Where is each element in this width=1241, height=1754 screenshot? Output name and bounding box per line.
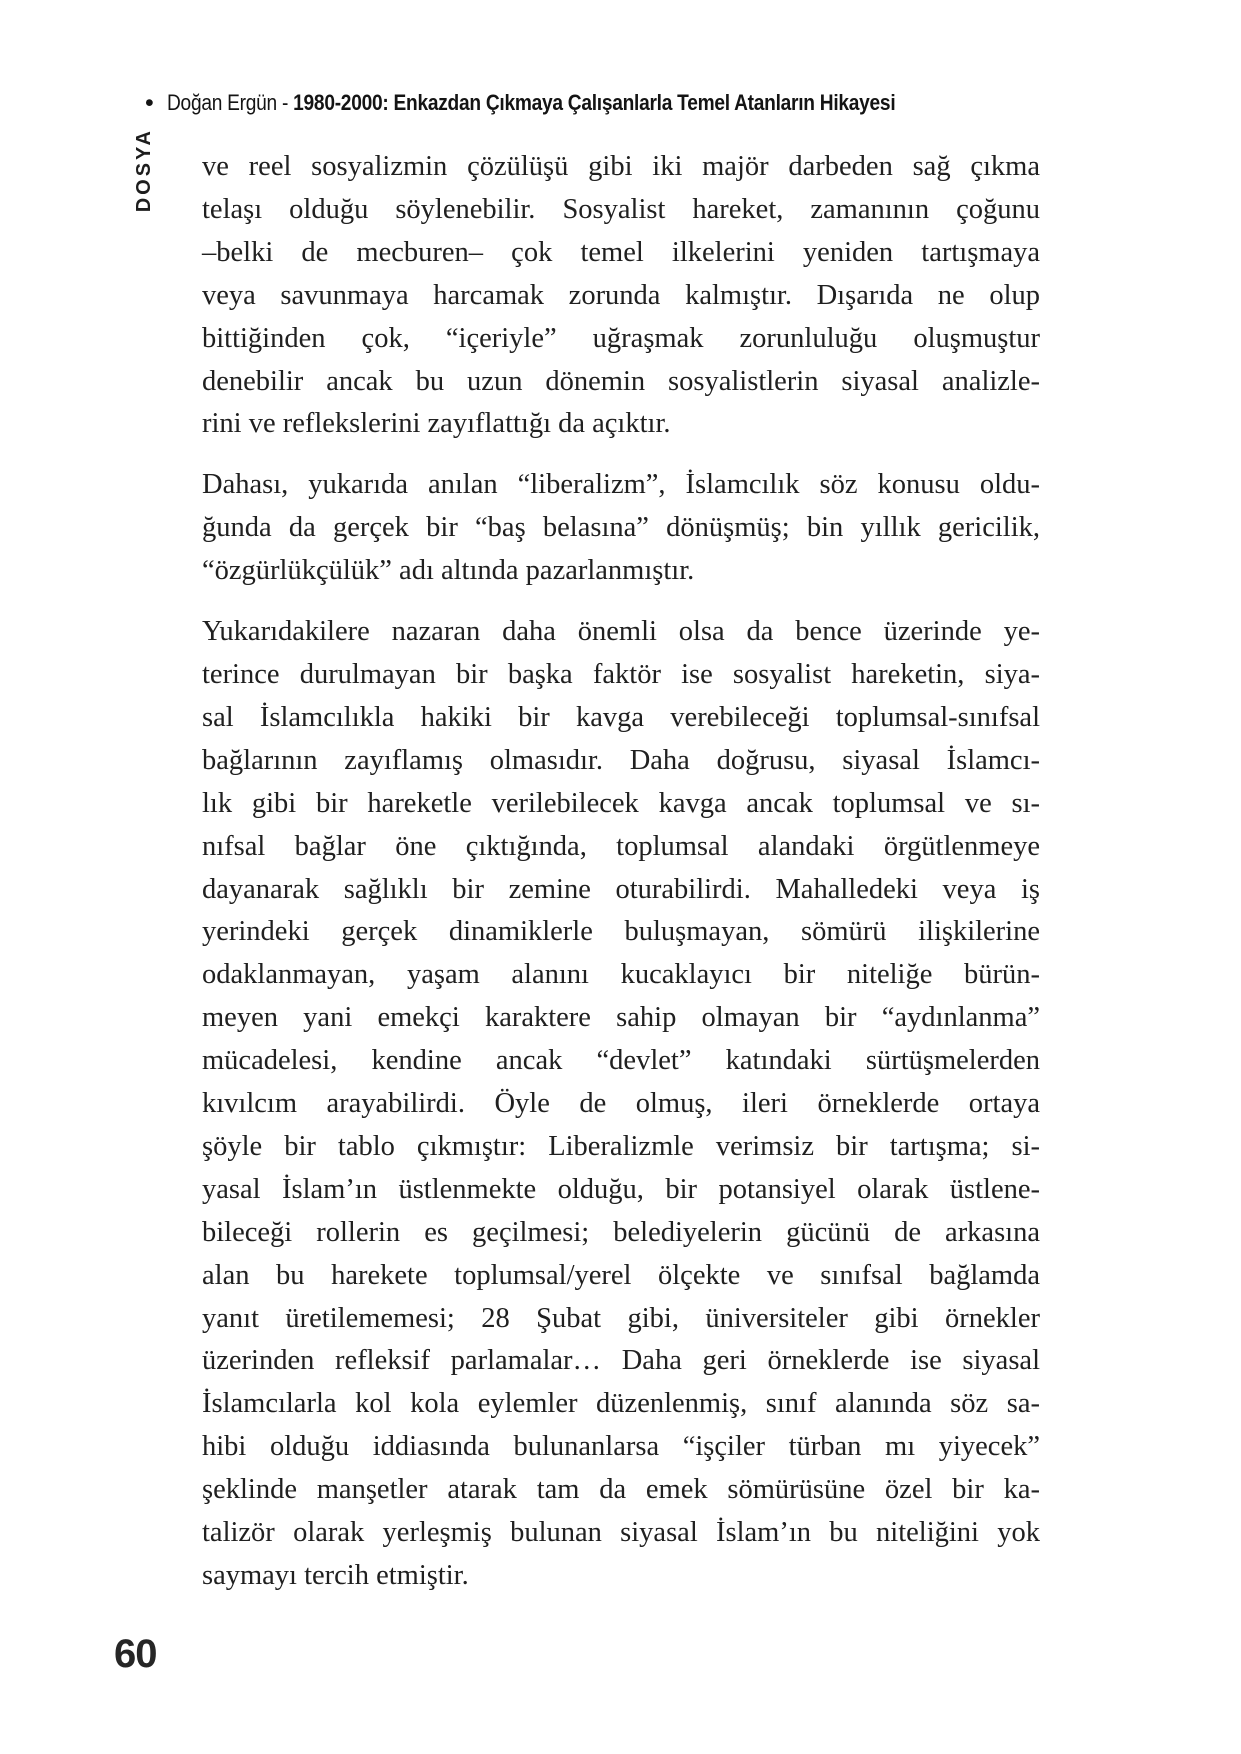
text-line: yanıt üretilememesi; 28 Şubat gibi, üniversiteler gibi örnekler [202, 1302, 1040, 1334]
text-line: “özgürlükçülük” adı altında pazarlanmıştır. [202, 555, 695, 587]
page-header [145, 90, 1004, 116]
header-separator: - [276, 90, 293, 115]
text-line: nıfsal bağlar öne çıktığında, toplumsal alandaki örgütlenmeye [202, 830, 1040, 862]
text-line: dayanarak sağlıklı bir zemine oturabilirdi. Mahalledeki veya iş [202, 873, 1040, 905]
sidebar-label-dosya: DOSYA [133, 128, 155, 213]
text-line: bileceği rollerin es geçilmesi; belediyelerin gücünü de arkasına [202, 1216, 1040, 1248]
text-line: saymayı tercih etmiştir. [202, 1560, 469, 1591]
text-line: alan bu harekete toplumsal/yerel ölçekte ve sınıfsal bağlamda [202, 1259, 1040, 1291]
text-line: rini ve reflekslerini zayıflattığı da açıktır. [202, 408, 671, 440]
header-author: Doğan Ergün [166, 90, 277, 115]
header-title: 1980-2000: Enkazdan Çıkmaya Çalışanlarla Temel Atanların Hikayesi [292, 90, 896, 115]
text-line: terince durulmayan bir başka faktör ise sosyalist hareketin, siya- [202, 658, 1040, 690]
text-line: lık gibi bir hareketle verilebilecek kavga ancak toplumsal ve sı- [202, 787, 1040, 819]
text-line: ğunda da gerçek bir “baş belasına” dönüşmüş; bin yıllık gericilik, [202, 512, 1040, 544]
text-line: üzerinden refleksif parlamalar… Daha geri örneklerde ise siyasal [202, 1345, 1040, 1377]
text-line: denebilir ancak bu uzun dönemin sosyalistlerin siyasal analizle- [202, 365, 1040, 397]
text-line: hibi olduğu iddiasında bulunanlarsa “işçiler türban mı yiyecek” [202, 1431, 1040, 1463]
text-line: İslamcılarla kol kola eylemler düzenlenmiş, sınıf alanında söz sa- [202, 1388, 1040, 1420]
text-line: odaklanmayan, yaşam alanını kucaklayıcı bir niteliğe bürün- [202, 959, 1040, 991]
text-line: Dahası, yukarıda anılan “liberalizm”, İslamcılık söz konusu oldu- [202, 469, 1040, 501]
text-line: bağlarının zayıflamış olmasıdır. Daha doğrusu, siyasal İslamcı- [202, 744, 1040, 776]
text-line: bittiğinden çok, “içeriyle” uğraşmak zorunluluğu oluşmuştur [202, 322, 1040, 354]
bullet-icon: • [145, 88, 154, 117]
paragraph [202, 146, 1040, 446]
text-line: telaşı olduğu söylenebilir. Sosyalist hareket, zamanının çoğunu [202, 193, 1040, 225]
text-line: yerindeki gerçek dinamiklerle buluşmayan, sömürü ilişkilerine [202, 916, 1040, 948]
text-line: –belki de mecburen– çok temel ilkelerini yeniden tartışmaya [202, 236, 1040, 268]
text-line: veya savunmaya harcamak zorunda kalmıştır. Dışarıda ne olup [202, 279, 1040, 311]
text-line: şöyle bir tablo çıkmıştır: Liberalizmle verimsiz bir tartışma; si- [202, 1130, 1040, 1162]
page-number: 60 [114, 1632, 157, 1676]
text-line: ve reel sosyalizmin çözülüşü gibi iki majör darbeden sağ çıkma [202, 151, 1040, 182]
body-text [202, 146, 1040, 1616]
header-text [167, 90, 895, 116]
text-line: Yukarıdakilere nazaran daha önemli olsa da bence üzerinde ye- [202, 616, 1040, 648]
paragraph [202, 464, 1040, 593]
text-line: kıvılcım arayabilirdi. Öyle de olmuş, ileri örneklerde ortaya [202, 1088, 1040, 1120]
text-line: şeklinde manşetler atarak tam da emek sömürüsüne özel bir ka- [202, 1474, 1040, 1506]
text-line: talizör olarak yerleşmiş bulunan siyasal İslam’ın bu niteliğini yok [202, 1517, 1040, 1549]
text-line: mücadelesi, kendine ancak “devlet” katındaki sürtüşmelerden [202, 1045, 1040, 1077]
text-line: meyen yani emekçi karaktere sahip olmayan bir “aydınlanma” [202, 1002, 1040, 1034]
text-line: sal İslamcılıkla hakiki bir kavga verebileceği toplumsal-sınıfsal [202, 701, 1040, 733]
text-line: yasal İslam’ın üstlenmekte olduğu, bir potansiyel olarak üstlene- [202, 1173, 1040, 1205]
paragraph [202, 611, 1040, 1598]
